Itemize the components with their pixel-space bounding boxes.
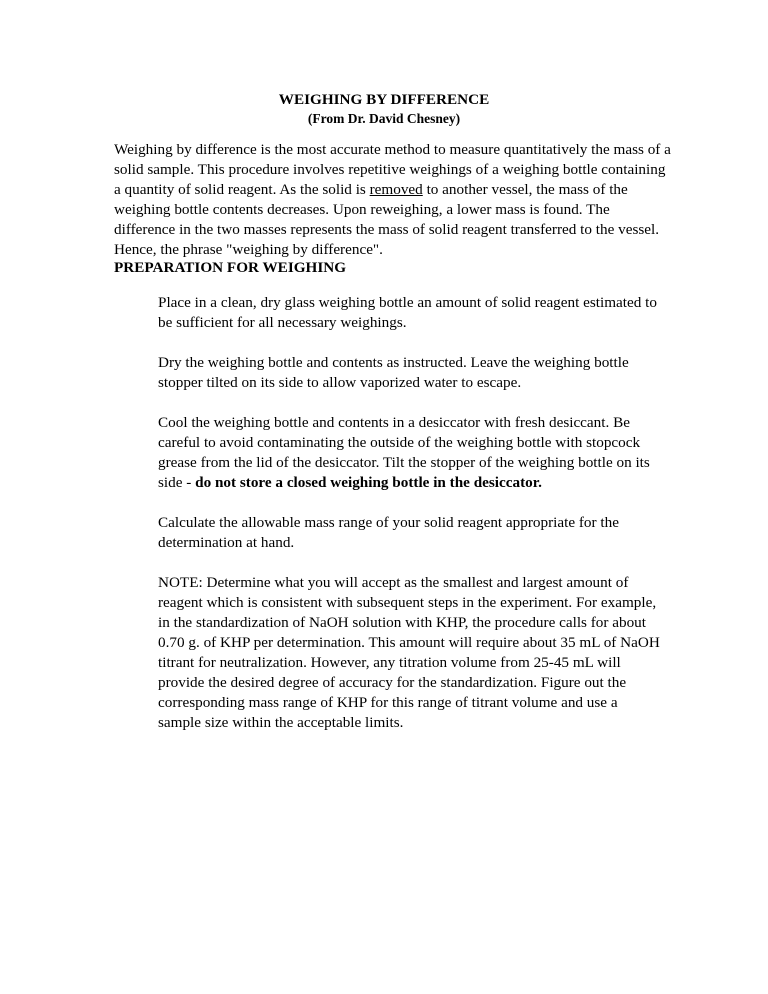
- document-title: WEIGHING BY DIFFERENCE: [278, 91, 490, 108]
- section-heading: PREPARATION FOR WEIGHING: [114, 259, 347, 276]
- intro-text-start: Weighing by difference is the most accurate method to measure quantitatively the mass of a solid sample. This procedure involves repetitive weighings of a weighing bottle containing a quantity of solid reagent. As the solid is: [114, 141, 671, 198]
- step-3-warning: do not store a closed weighing bottle in the desiccator.: [195, 474, 542, 491]
- step-paragraph-3: [158, 413, 658, 493]
- step-paragraph-1: Place in a clean, dry glass weighing bottle an amount of solid reagent estimated to be sufficient for all necessary weighings.: [158, 294, 657, 331]
- step-paragraph-2: Dry the weighing bottle and contents as instructed. Leave the weighing bottle stopper tilted on its side to allow vaporized water to escape.: [158, 354, 629, 391]
- intro-text-end: to another vessel, the mass of the weighing bottle contents decreases. Upon reweighing, a lower mass is found. The difference in the two masses represents the mass of solid reagent transferred to the vessel. Hence, the phrase "weighing by difference".: [114, 181, 660, 258]
- step-3-text: Cool the weighing bottle and contents in a desiccator with fresh desiccant. Be careful to avoid contaminating the outside of the weighing bottle with stopcock grease from the lid of the desiccator. Tilt the stopper of the weighing bottle on its side -: [158, 414, 650, 491]
- note-paragraph: NOTE: Determine what you will accept as the smallest and largest amount of reagent which is consistent with subsequent steps in the experiment. For example, in the standardization of NaOH solution with KHP, the procedure calls for about 0.70 g. of KHP per determination. This amount will require about 35 mL of NaOH titrant for neutralization. However, any titration volume from 25-45 mL will provide the desired degree of accuracy for the standardization. Figure out the corresponding mass range of KHP for this range of titrant volume and use a sample size within the acceptable limits.: [158, 574, 660, 731]
- step-paragraph-4: Calculate the allowable mass range of your solid reagent appropriate for the determination at hand.: [158, 514, 619, 551]
- title-block: [0, 90, 768, 128]
- document-subtitle: (From Dr. David Chesney): [307, 111, 461, 126]
- intro-underlined-word: removed: [369, 181, 423, 198]
- intro-paragraph: [114, 140, 674, 260]
